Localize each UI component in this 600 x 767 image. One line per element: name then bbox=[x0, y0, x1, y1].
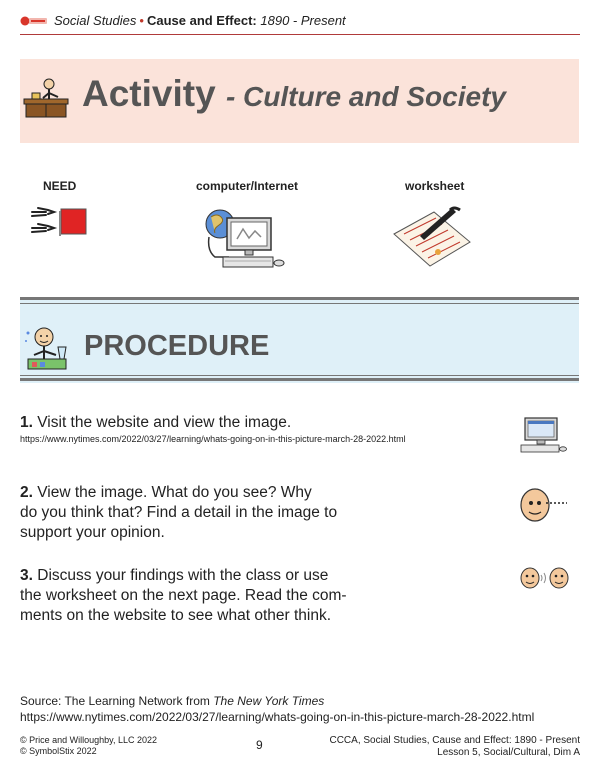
step-1-url[interactable]: https://www.nytimes.com/2022/03/27/learning/whats-going-on-in-this-picture-march-28-2022.html bbox=[20, 434, 406, 444]
footer-copyright bbox=[20, 735, 157, 757]
footer-course-info bbox=[329, 735, 580, 759]
running-header bbox=[20, 13, 580, 35]
step-3-line-1: Discuss your findings with the class or use bbox=[37, 567, 329, 584]
step-3-number: 3. bbox=[20, 567, 33, 584]
footer-copyright-1: © Price and Willoughby, LLC 2022 bbox=[20, 735, 158, 745]
activity-subtitle: - Culture and Society bbox=[225, 81, 506, 112]
worksheet-icon bbox=[390, 206, 472, 270]
scientist-icon bbox=[24, 325, 70, 377]
procedure-bottom-rule bbox=[20, 378, 579, 381]
material-label-worksheet: worksheet bbox=[405, 179, 465, 193]
procedure-title: PROCEDURE bbox=[84, 330, 270, 362]
step-1-text: Visit the website and view the image. bbox=[37, 414, 292, 431]
page-number: 9 bbox=[256, 738, 263, 752]
procedure-top-rule bbox=[20, 297, 579, 300]
step-2-line-2: do you think that? Find a detail in the image to bbox=[20, 504, 338, 521]
step-3-line-3: ments on the website to see what other think. bbox=[20, 607, 332, 624]
looking-face-icon bbox=[519, 487, 569, 523]
step-2-line-3: support your opinion. bbox=[20, 524, 165, 541]
footer-copyright-2: © SymbolStix 2022 bbox=[20, 746, 97, 756]
footer-right-1: CCCA, Social Studies, Cause and Effect: 1890 - Present bbox=[329, 735, 580, 746]
source-citation bbox=[20, 693, 580, 725]
activity-title bbox=[82, 73, 506, 115]
step-2-line-1: View the image. What do you see? Why bbox=[37, 484, 312, 501]
header-course: Cause and Effect: bbox=[146, 13, 257, 28]
step-2-number: 2. bbox=[20, 484, 33, 501]
activity-banner bbox=[20, 59, 579, 143]
computer-globe-icon bbox=[203, 207, 287, 271]
step-1-number: 1. bbox=[20, 414, 33, 431]
header-years: 1890 - Present bbox=[260, 13, 346, 28]
publisher-logo-icon bbox=[20, 15, 48, 27]
need-hands-icon bbox=[28, 206, 90, 238]
procedure-step-1 bbox=[20, 413, 490, 445]
computer-icon bbox=[519, 416, 567, 454]
header-divider bbox=[20, 34, 580, 35]
material-label-computer: computer/Internet bbox=[196, 179, 299, 193]
procedure-bottom-rule-thin bbox=[20, 375, 579, 376]
person-at-desk-icon bbox=[22, 75, 70, 119]
source-url[interactable]: https://www.nytimes.com/2022/03/27/learning/whats-going-on-in-this-picture-march-28-2022.html bbox=[20, 710, 535, 724]
header-separator: • bbox=[139, 13, 144, 28]
procedure-top-rule-thin bbox=[20, 303, 579, 304]
header-subject: Social Studies bbox=[54, 13, 137, 28]
procedure-step-3 bbox=[20, 566, 490, 626]
need-label: NEED bbox=[43, 179, 77, 193]
step-3-line-2: the worksheet on the next page. Read the com- bbox=[20, 587, 347, 604]
source-prefix: Source: The Learning Network from bbox=[20, 694, 210, 708]
activity-title-main: Activity bbox=[82, 73, 216, 114]
source-publication: The New York Times bbox=[213, 694, 325, 708]
footer-right-2: Lesson 5, Social/Cultural, Dim A bbox=[437, 747, 580, 758]
procedure-banner bbox=[20, 297, 579, 383]
talking-faces-icon bbox=[520, 566, 570, 590]
procedure-step-2 bbox=[20, 483, 490, 543]
